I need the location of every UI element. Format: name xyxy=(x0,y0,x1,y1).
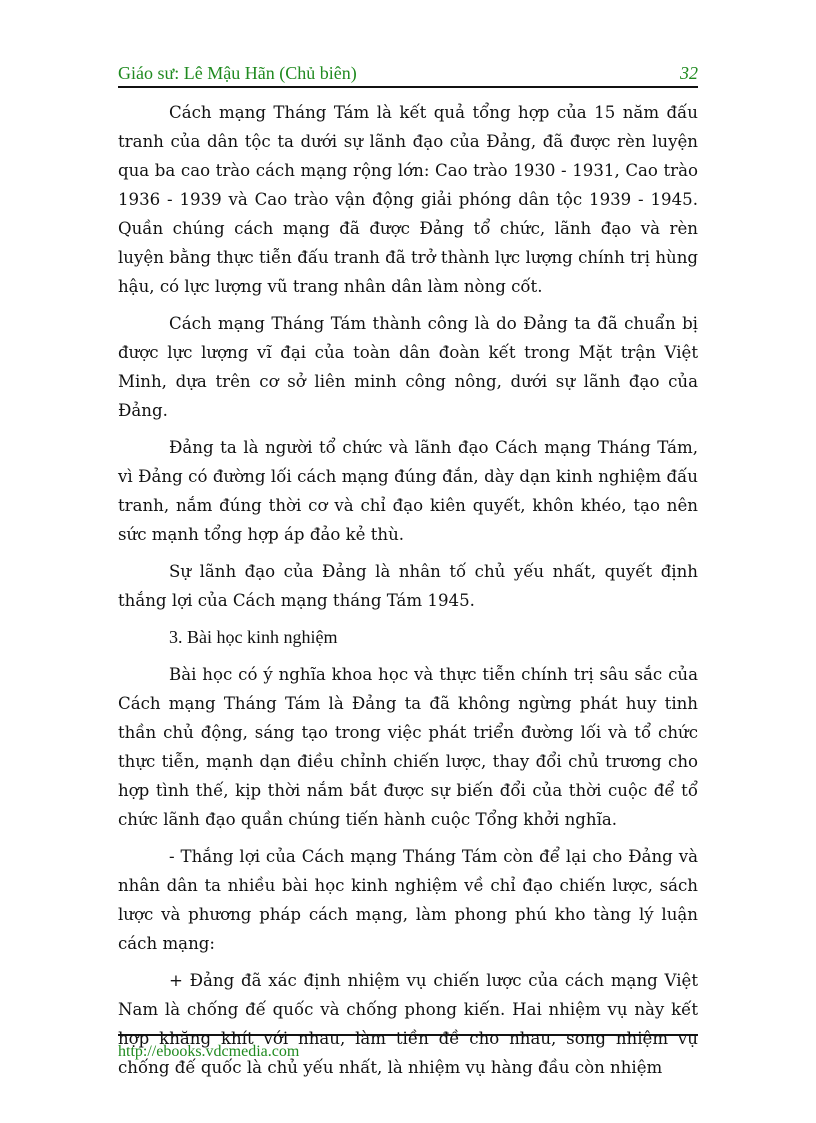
book-author-title: Giáo sư: Lê Mậu Hãn (Chủ biên) xyxy=(118,63,357,83)
paragraph: Đảng ta là người tổ chức và lãnh đạo Cách mạng Tháng Tám, vì Đảng có đường lối cách mạng đúng đắn, dày dạn kinh nghiệm đấu tranh, nắm đúng thời cơ và chỉ đạo kiên quyết, khôn khéo, tạo nên sức mạnh tổng hợp áp đảo kẻ thù. xyxy=(118,438,698,544)
paragraph: - Thắng lợi của Cách mạng Tháng Tám còn để lại cho Đảng và nhân dân ta nhiều bài học kinh nghiệm về chỉ đạo chiến lược, sách lược và phương pháp cách mạng, làm phong phú kho tàng lý luận cách mạng: xyxy=(118,847,698,953)
paragraph: Sự lãnh đạo của Đảng là nhân tố chủ yếu nhất, quyết định thắng lợi của Cách mạng tháng Tám 1945. xyxy=(118,562,698,610)
paragraph: Bài học có ý nghĩa khoa học và thực tiễn chính trị sâu sắc của Cách mạng Tháng Tám là Đảng ta đã không ngừng phát huy tinh thần chủ động, sáng tạo trong việc phát triển đường lối và tổ chức thực tiễn, mạnh dạn điều chỉnh chiến lược, thay đổi chủ trương cho hợp tình thế, kịp thời nắm bắt được sự biến đổi của thời cuộc để tổ chức lãnh đạo quần chúng tiến hành cuộc Tổng khởi nghĩa. xyxy=(118,665,698,829)
footer-url-link[interactable]: http://ebooks.vdcmedia.com xyxy=(118,1043,300,1060)
page-header xyxy=(118,62,698,88)
footer-divider xyxy=(118,1034,698,1036)
paragraph: Cách mạng Tháng Tám thành công là do Đảng ta đã chuẩn bị được lực lượng vĩ đại của toàn dân đoàn kết trong Mặt trận Việt Minh, dựa trên cơ sở liên minh công nông, dưới sự lãnh đạo của Đảng. xyxy=(118,314,698,420)
paragraph: + Đảng đã xác định nhiệm vụ chiến lược của cách mạng Việt Nam là chống đế quốc và chống phong kiến. Hai nhiệm vụ này kết hợp khăng khít với nhau, làm tiền đề cho nhau, song nhiệm vụ chống đế quốc là chủ yếu nhất, là nhiệm vụ hàng đầu còn nhiệm xyxy=(118,971,698,1077)
paragraph: Cách mạng Tháng Tám là kết quả tổng hợp của 15 năm đấu tranh của dân tộc ta dưới sự lãnh đạo của Đảng, đã được rèn luyện qua ba cao trào cách mạng rộng lớn: Cao trào 1930 - 1931, Cao trào 1936 - 1939 và Cao trào vận động giải phóng dân tộc 1939 - 1945. Quần chúng cách mạng đã được Đảng tổ chức, lãnh đạo và rèn luyện bằng thực tiễn đấu tranh đã trở thành lực lượng chính trị hùng hậu, có lực lượng vũ trang nhân dân làm nòng cốt. xyxy=(118,103,698,296)
page-body xyxy=(118,98,698,1090)
page-number: 32 xyxy=(680,63,698,83)
section-heading: 3. Bài học kinh nghiệm xyxy=(169,627,338,647)
